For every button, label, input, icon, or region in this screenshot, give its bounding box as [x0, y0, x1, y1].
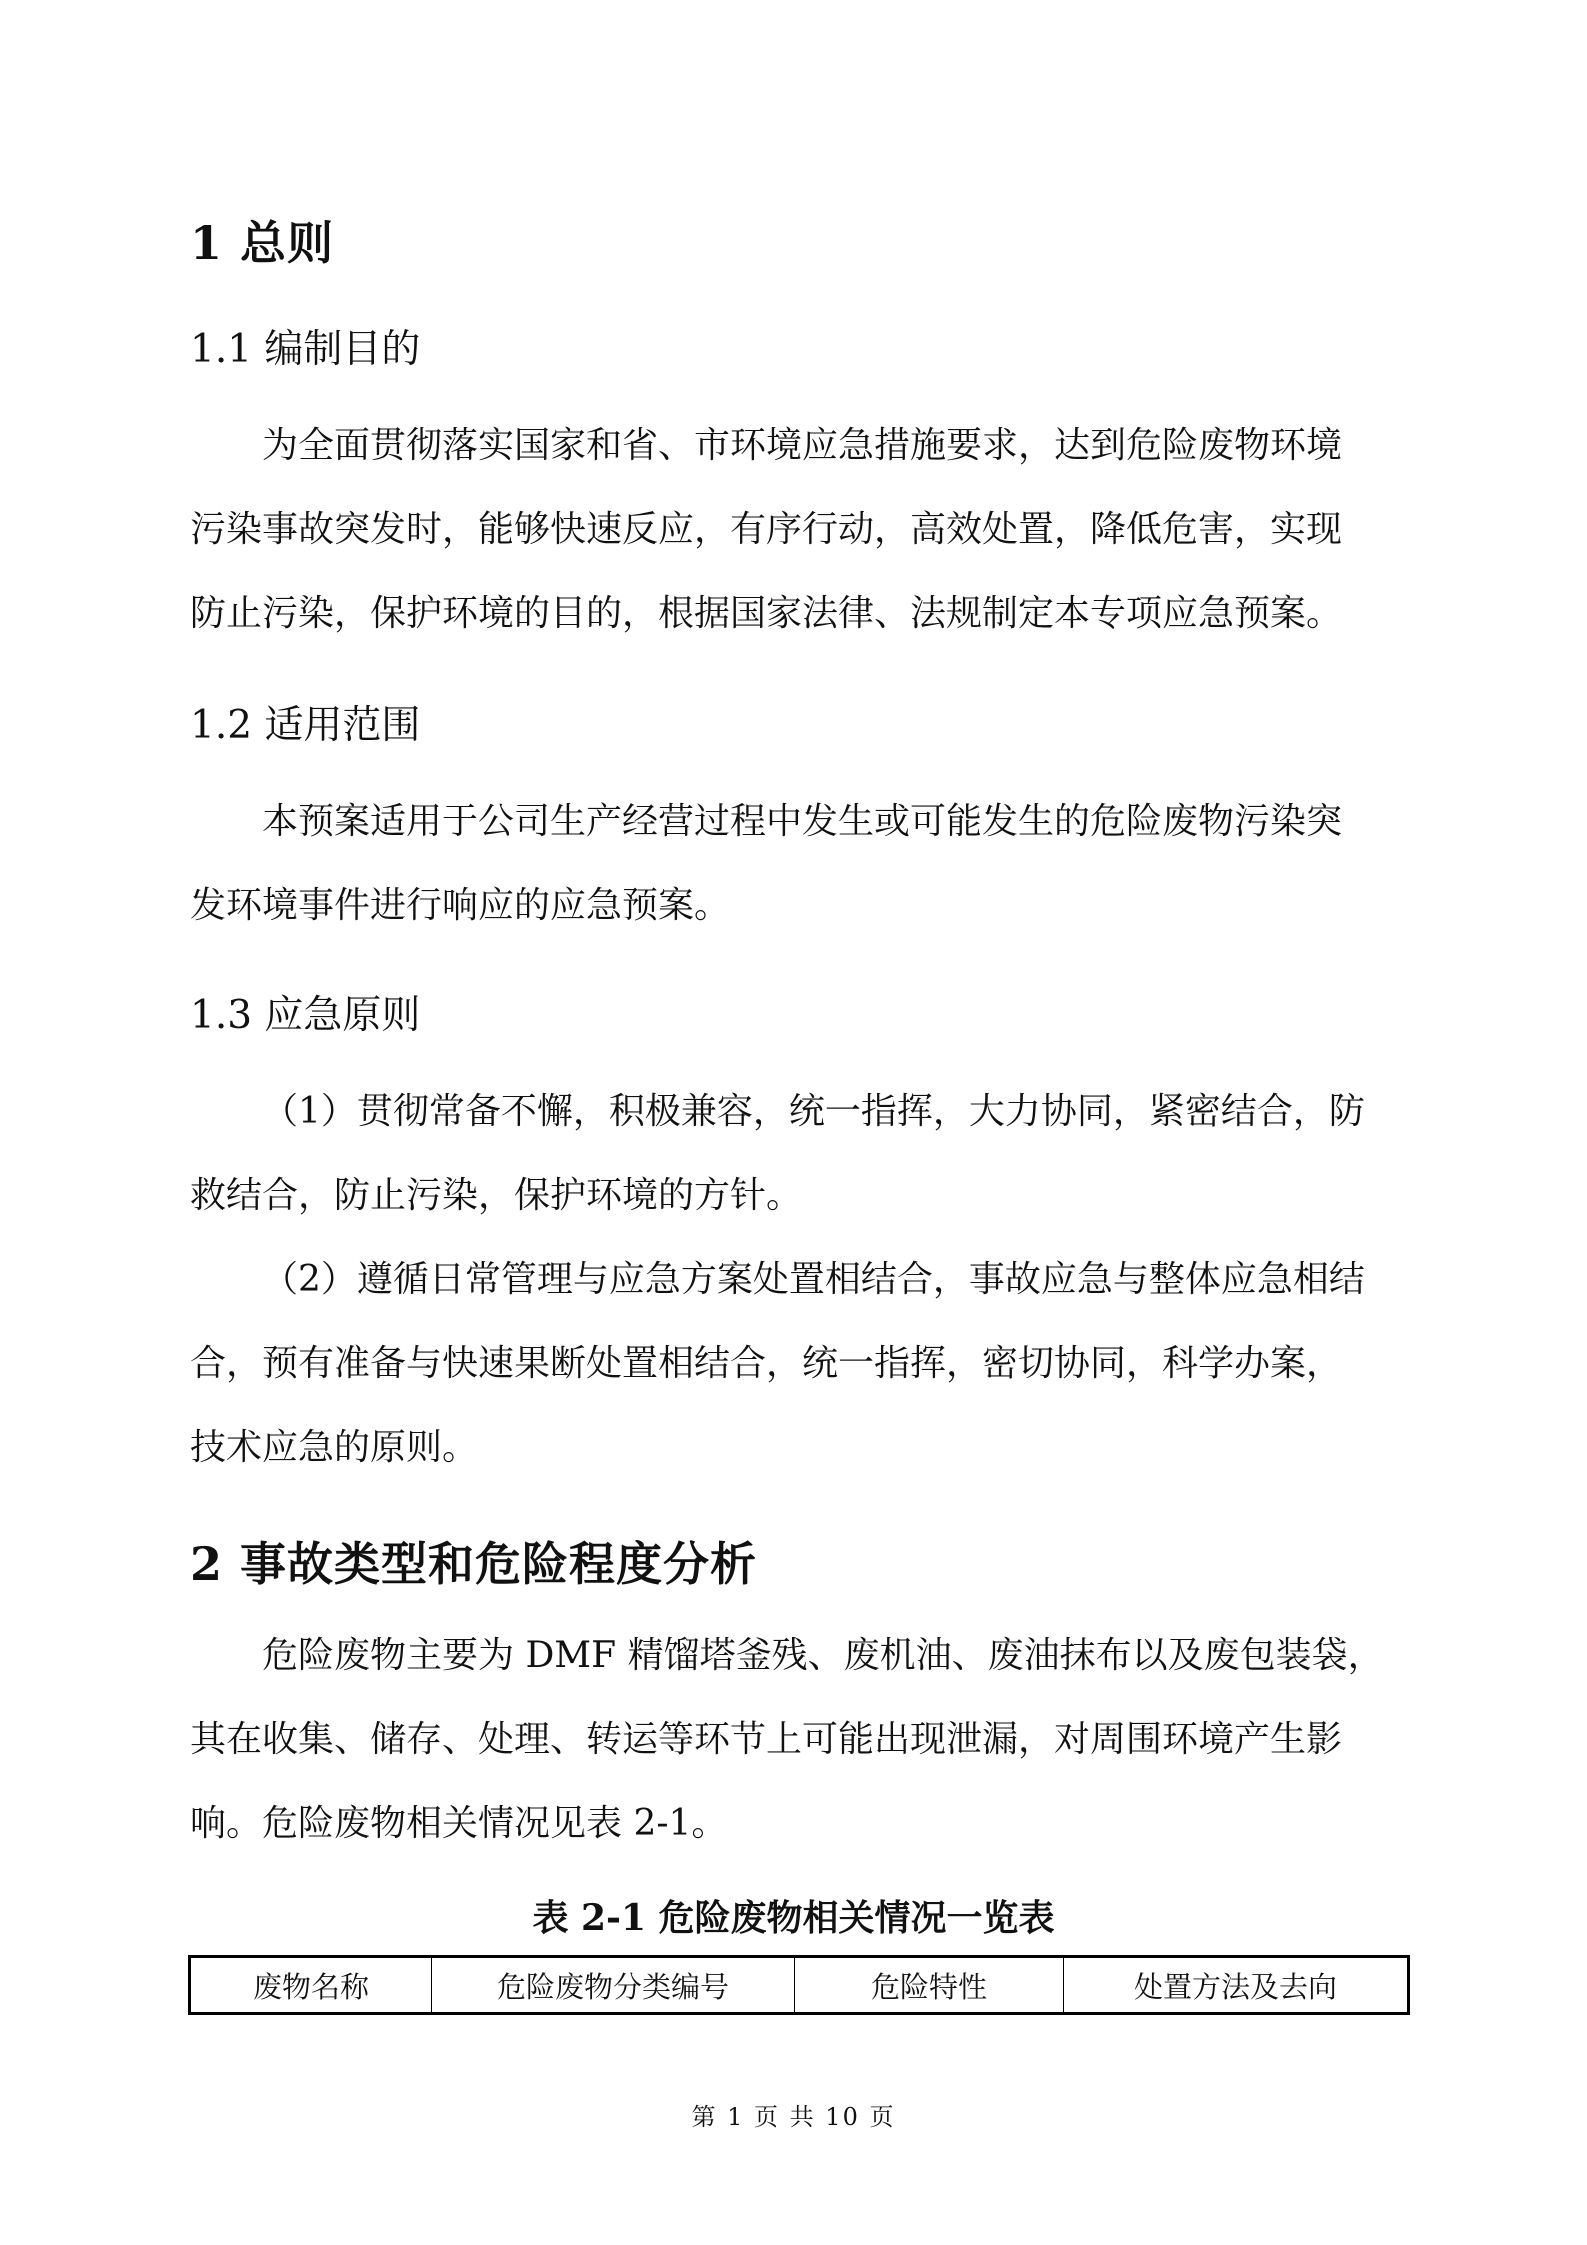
- section-2-heading: 2 事故类型和危险程度分析: [190, 1537, 758, 1591]
- paragraph-line: 本预案适用于公司生产经营过程中发生或可能发生的危险废物污染突: [262, 801, 1343, 842]
- paragraph-line: （1）贯彻常备不懈，积极兼容，统一指挥，大力协同，紧密结合，防: [262, 1091, 1365, 1132]
- section-2-paragraph: [190, 1614, 1410, 1866]
- section-1-3-paragraph-2: [190, 1238, 1410, 1490]
- section-1-3-paragraph-1: [190, 1070, 1410, 1238]
- paragraph-line: 合，预有准备与快速果断处置相结合，统一指挥，密切协同，科学办案，: [190, 1343, 1343, 1384]
- paragraph-line: 响。危险废物相关情况见表 2-1。: [190, 1803, 728, 1844]
- paragraph-line: 其在收集、储存、处理、转运等环节上可能出现泄漏，对周围环境产生影: [190, 1719, 1343, 1760]
- paragraph-line: 防止污染，保护环境的目的，根据国家法律、法规制定本专项应急预案。: [190, 593, 1343, 634]
- paragraph-line: 污染事故突发时，能够快速反应，有序行动，高效处置，降低危害，实现: [190, 509, 1343, 550]
- paragraph-line: 为全面贯彻落实国家和省、市环境应急措施要求，达到危险废物环境: [262, 425, 1343, 466]
- table-caption: 表 2-1 危险废物相关情况一览表: [532, 1897, 1055, 1939]
- section-1-2-paragraph: [190, 780, 1410, 948]
- paragraph-line: 技术应急的原则。: [190, 1427, 479, 1468]
- table-header-row: [190, 1957, 1409, 2014]
- header-hazard-property: 危险特性: [795, 1957, 1064, 2014]
- header-waste-code: 危险废物分类编号: [432, 1957, 795, 2014]
- paragraph-line: 救结合，防止污染，保护环境的方针。: [190, 1175, 803, 1216]
- header-waste-name: 废物名称: [190, 1957, 432, 2014]
- section-1-3-heading: 1.3 应急原则: [190, 993, 421, 1038]
- section-1-1-heading: 1.1 编制目的: [190, 327, 421, 372]
- page-footer: 第 1 页 共 10 页: [691, 2103, 896, 2131]
- section-1-1-paragraph: [190, 404, 1410, 656]
- header-disposal-method: 处置方法及去向: [1064, 1957, 1409, 2014]
- section-1-2-heading: 1.2 适用范围: [190, 703, 421, 748]
- section-1-heading: 1 总则: [190, 216, 335, 270]
- paragraph-line: 发环境事件进行响应的应急预案。: [190, 885, 731, 926]
- paragraph-line: （2）遵循日常管理与应急方案处置相结合，事故应急与整体应急相结: [262, 1259, 1365, 1300]
- paragraph-line: 危险废物主要为 DMF 精馏塔釜残、废机油、废油抹布以及废包装袋，: [262, 1635, 1384, 1676]
- hazardous-waste-table: [188, 1955, 1410, 2015]
